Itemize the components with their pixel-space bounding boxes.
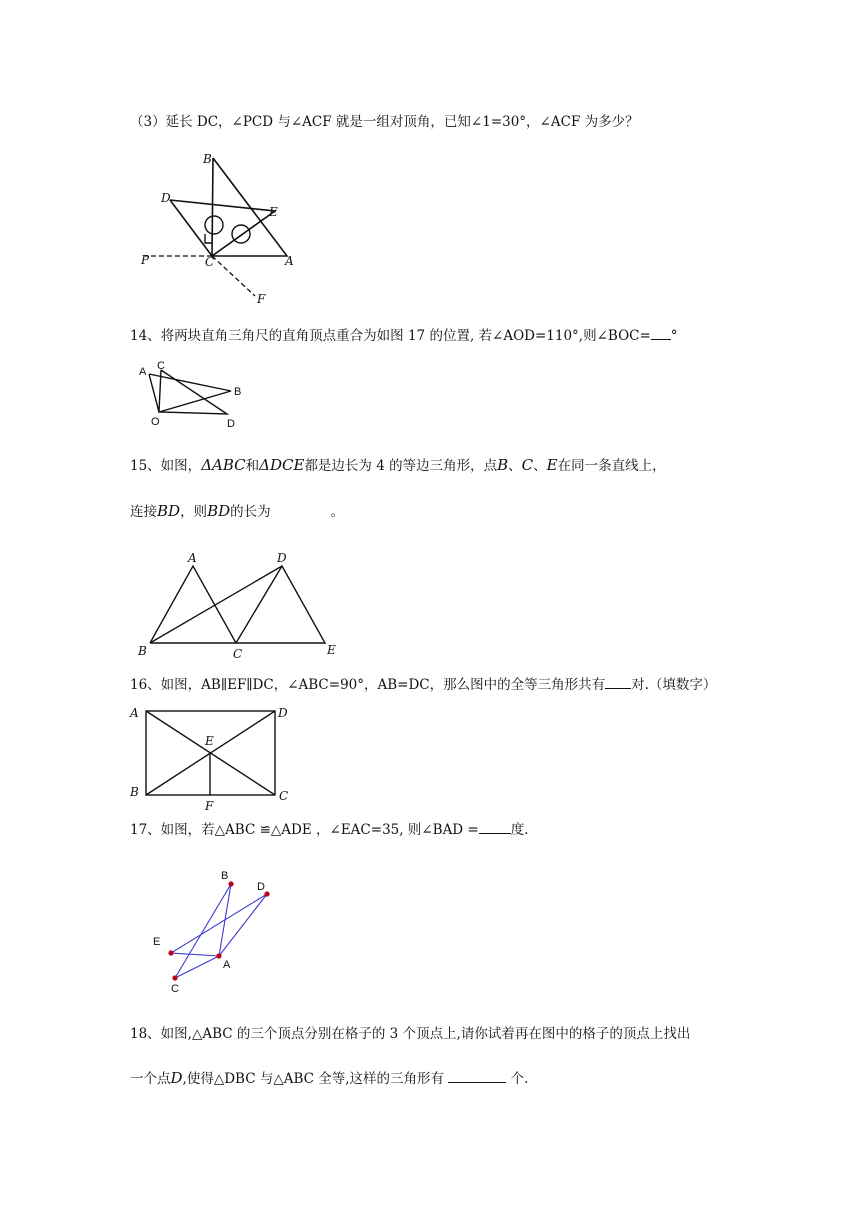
q13-3-text: （3）延长 DC，∠PCD 与∠ACF 就是一组对顶角，已知∠1=30°，∠ACF 为多少？ [130,114,639,130]
q15-line1 [130,455,666,476]
q15-label-c: C [233,647,243,661]
q17-point-c [172,975,177,980]
q13-label-d: D [161,191,171,205]
q15-period: 。 [330,504,345,520]
q17-label-c: C [171,983,179,995]
q18-answer-blank[interactable] [448,1070,506,1083]
q13-label-a: A [285,254,294,268]
q15-and: 和 [245,458,260,474]
q15-then: ，则 [180,504,208,520]
q18-line1: 18、如图,△ABC 的三个顶点分别在格子的 3 个顶点上,请你试着再在图中的格子的顶点上找出 [130,1026,691,1042]
q13-label-b: B [203,152,212,166]
figure-q15 [135,548,345,661]
q15-point-e: E [546,456,558,474]
q16-label-e: E [205,734,214,748]
q17-point-b [228,881,233,886]
q17-label-b: B [221,870,229,882]
q15-label-d: D [277,551,287,565]
q13-label-c: C [205,255,215,269]
q14-text-after: ° [670,328,678,344]
figure-q13 [135,150,305,310]
q17-label-e: E [153,936,161,948]
q17-text [130,820,529,840]
q15-segment-bd-1: BD [157,502,181,520]
q15-label-a: A [188,551,197,565]
q16-text-after: 对.（填数字） [631,677,717,693]
q15-sep2: 、 [533,458,547,474]
q16-text-before: 16、如图，AB∥EF∥DC，∠ABC=90°，AB=DC，那么图中的全等三角形共有 [130,677,606,693]
q17-label-a: A [223,959,231,971]
q15-mid: 都是边长为 4 的等边三角形，点 [304,458,498,474]
q14-label-d: D [227,418,235,430]
q18-line2 [130,1068,528,1089]
q15-triangle-dce: ΔDCE [259,456,305,474]
q14-answer-blank[interactable] [651,327,671,340]
q17-point-a [216,953,221,958]
q15-segment-bd-2: BD [207,502,231,520]
q14-text-before: 14、将两块直角三角尺的直角顶点重合为如图 17 的位置, 若∠AOD=110°,则∠BOC= [130,328,651,344]
q16-answer-blank[interactable] [605,676,631,689]
q15-sep1: 、 [508,458,522,474]
q17-label-d: D [257,881,265,893]
q15-point-c: C [521,456,534,474]
q15-triangle-abc: ΔABC [201,456,246,474]
q16-label-d: D [278,706,288,720]
q16-label-f: F [205,799,214,813]
q17-text-before: 17、如图，若△ABC ≌△ADE ，∠EAC=35, 则∠BAD = [130,822,479,838]
q14-label-c: C [157,360,165,372]
q15-point-b: B [497,456,509,474]
q15-end: 在同一条直线上， [557,458,666,474]
q14-text [130,326,678,346]
q13-label-f: F [257,292,266,306]
figure-q16 [128,702,303,812]
q13-label-p: P [141,253,150,267]
q16-label-a: A [130,706,139,720]
q17-answer-blank[interactable] [479,821,511,834]
q17-point-d [264,891,269,896]
q18-point-d: D [170,1069,183,1087]
figure-q14 [135,358,255,433]
q14-label-b: B [234,386,242,398]
q18-end: 个. [510,1071,529,1087]
q15-length-is: 的长为 [230,504,271,520]
q13-label-e: E [269,205,278,219]
q15-label-e: E [327,643,336,657]
q16-label-b: B [130,785,139,799]
q14-label-o: O [151,416,160,428]
q15-line2 [130,501,344,522]
q16-label-c: C [279,789,289,803]
q18-prefix: 一个点 [130,1071,171,1087]
q16-text [130,675,716,695]
q15-label-b: B [138,644,147,658]
q17-text-after: 度. [510,822,529,838]
q14-label-a: A [139,366,147,378]
q17-point-e [168,950,173,955]
q18-mid: ,使得△DBC 与△ABC 全等,这样的三角形有 [182,1071,445,1087]
figure-q17 [145,862,285,997]
q15-connect: 连接 [130,504,157,520]
q15-prefix: 15、如图， [130,458,202,474]
